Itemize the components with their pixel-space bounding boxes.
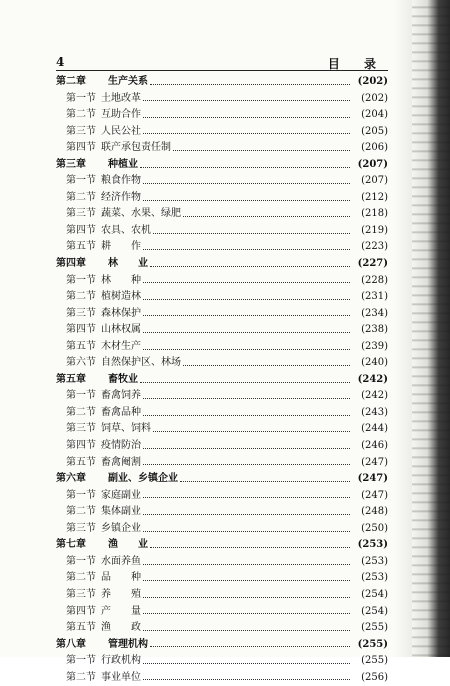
toc-entry-number: 第三节	[66, 307, 96, 319]
toc-page-number: (227)	[357, 258, 388, 270]
running-title: 目 录	[327, 57, 386, 71]
toc-page-number: (219)	[361, 224, 388, 236]
toc-entry-title: 副业、乡镇企业	[108, 473, 178, 485]
toc-entry-title: 植树造林	[101, 291, 141, 303]
toc-chapter-row	[56, 637, 388, 654]
toc-page-number: (244)	[361, 423, 388, 435]
toc-section-row	[56, 223, 388, 240]
toc-page-number: (239)	[361, 340, 388, 352]
page-number: 4	[56, 55, 65, 69]
dot-leader	[143, 487, 350, 498]
toc-page-number: (240)	[361, 357, 388, 369]
toc-section-row	[56, 554, 388, 571]
toc-section-row	[56, 339, 388, 356]
dot-leader	[143, 322, 350, 333]
dot-leader	[143, 570, 350, 581]
toc-page-number: (247)	[361, 456, 388, 468]
dot-leader	[150, 256, 350, 267]
toc-page-number: (243)	[361, 406, 388, 418]
toc-entry-label	[56, 421, 151, 438]
page-header	[56, 55, 386, 71]
dot-leader	[143, 305, 350, 316]
toc-entry-title: 农具、农机	[101, 224, 151, 236]
dot-leader	[143, 587, 350, 598]
toc-entry-label	[56, 504, 141, 521]
toc-entry-number: 第三章	[56, 158, 86, 170]
toc-entry-number: 第四节	[66, 324, 96, 336]
toc-entry-label	[56, 471, 178, 488]
toc-entry-number: 第六节	[66, 357, 96, 369]
toc-section-row	[56, 355, 388, 372]
toc-page-number: (253)	[361, 555, 388, 567]
toc-section-row	[56, 289, 388, 306]
toc-entry-number: 第一节	[66, 655, 96, 667]
toc-entry-label	[56, 223, 151, 240]
toc-entry-number: 第七章	[56, 539, 86, 551]
toc-entry-number: 第五节	[66, 622, 96, 634]
toc-page-number: (231)	[361, 291, 388, 303]
dot-leader	[143, 339, 350, 350]
toc-entry-number: 第二节	[66, 406, 96, 418]
dot-leader	[143, 173, 350, 184]
toc-entry-title: 乡镇企业	[101, 522, 141, 534]
dot-leader	[143, 388, 350, 399]
toc-entry-number: 第二章	[56, 76, 86, 87]
toc-page-number: (238)	[361, 324, 388, 336]
toc-section-row	[56, 273, 388, 290]
toc-entry-title: 行政机构	[101, 655, 141, 667]
toc-entry-title: 渔 政	[101, 622, 141, 634]
toc-entry-title: 自然保护区、林场	[101, 357, 181, 369]
toc-entry-label	[56, 620, 141, 637]
toc-section-row	[56, 504, 388, 521]
toc-entry-label	[56, 405, 141, 422]
toc-entry-label	[56, 91, 141, 108]
toc-entry-title: 联产承包责任制	[101, 142, 171, 154]
toc-entry-title: 事业单位	[101, 671, 141, 683]
toc-entry-number: 第三节	[66, 423, 96, 435]
toc-chapter-row	[56, 157, 388, 174]
dot-leader	[143, 107, 350, 118]
toc-entry-title: 畜禽品种	[101, 406, 141, 418]
header-rule	[56, 70, 388, 71]
toc-entry-label	[56, 521, 141, 538]
dot-leader	[143, 90, 350, 101]
toc-section-row	[56, 670, 388, 686]
dot-leader	[150, 537, 350, 548]
toc-entry-title: 耕 作	[101, 241, 141, 253]
dot-leader	[143, 603, 350, 614]
toc-page-number: (254)	[361, 588, 388, 600]
toc-section-row	[56, 190, 388, 207]
toc-entry-label	[56, 107, 141, 124]
toc-entry-label	[56, 388, 141, 405]
toc-page-number: (202)	[357, 76, 388, 87]
toc-entry-number: 第一节	[66, 390, 96, 402]
toc-entry-label	[56, 355, 181, 372]
toc-chapter-row	[56, 471, 388, 488]
toc-entry-title: 畜禽阉割	[101, 456, 141, 468]
dot-leader	[140, 157, 350, 168]
toc-section-row	[56, 570, 388, 587]
toc-entry-title: 蔬菜、水果、绿肥	[101, 208, 181, 220]
toc-entry-title: 家庭副业	[101, 489, 141, 501]
toc-entry-title: 木材生产	[101, 340, 141, 352]
toc-entry-title: 管理机构	[108, 638, 148, 650]
toc-entry-number: 第三节	[66, 588, 96, 600]
toc-page-number: (253)	[361, 572, 388, 584]
toc-entry-title: 产 量	[101, 605, 141, 617]
dot-leader	[150, 636, 350, 647]
toc-section-row	[56, 620, 388, 637]
toc-section-row	[56, 388, 388, 405]
toc-page-number: (207)	[361, 175, 388, 187]
toc-entry-label	[56, 173, 141, 190]
toc-entry-label	[56, 637, 148, 654]
toc-section-row	[56, 322, 388, 339]
toc-page-number: (246)	[361, 440, 388, 452]
toc-entry-title: 疫情防治	[101, 440, 141, 452]
dot-leader	[153, 223, 350, 234]
toc-page-number: (250)	[361, 522, 388, 534]
toc-entry-number: 第一节	[66, 175, 96, 187]
toc-page-number: (254)	[361, 605, 388, 617]
toc-page-number: (207)	[357, 158, 388, 170]
scan-edge	[412, 0, 450, 657]
toc-entry-label	[56, 306, 141, 323]
toc-page-number: (253)	[357, 539, 388, 551]
toc-chapter-row	[56, 256, 388, 273]
toc-section-row	[56, 91, 388, 108]
toc-entry-title: 森林保护	[101, 307, 141, 319]
toc-entry-label	[56, 604, 141, 621]
binding-shadow	[394, 0, 412, 657]
toc-entry-number: 第一节	[66, 92, 96, 104]
toc-entry-label	[56, 124, 141, 141]
toc-section-row	[56, 206, 388, 223]
toc-page-number: (234)	[361, 307, 388, 319]
toc-entry-title: 畜牧业	[108, 373, 138, 385]
toc-entry-title: 品 种	[101, 572, 141, 584]
toc-entry-number: 第四章	[56, 258, 86, 270]
toc-entry-label	[56, 339, 141, 356]
dot-leader	[173, 140, 350, 151]
toc-page-number: (205)	[361, 125, 388, 137]
dot-leader	[143, 438, 350, 449]
toc-entry-number: 第五节	[66, 456, 96, 468]
toc-entry-label	[56, 190, 141, 207]
toc-entry-label	[56, 273, 141, 290]
toc-section-row	[56, 124, 388, 141]
toc-section-row	[56, 653, 388, 670]
toc-entry-label	[56, 206, 181, 223]
dot-leader	[143, 554, 350, 565]
toc-page-number: (206)	[361, 142, 388, 154]
toc-page-number: (228)	[361, 274, 388, 286]
toc-page-number: (256)	[361, 671, 388, 683]
toc-entry-title: 经济作物	[101, 191, 141, 203]
toc-entry-label	[56, 157, 138, 174]
toc-entry-title: 林 种	[101, 274, 141, 286]
toc-entry-title: 土地改革	[101, 92, 141, 104]
toc-entry-label	[56, 537, 148, 554]
toc-entry-number: 第五章	[56, 373, 86, 385]
toc-entry-number: 第八章	[56, 638, 86, 650]
toc-page-number: (204)	[361, 109, 388, 121]
toc-chapter-row	[56, 537, 388, 554]
toc-entry-number: 第三节	[66, 125, 96, 137]
toc-entry-number: 第四节	[66, 224, 96, 236]
toc-entry-number: 第一节	[66, 274, 96, 286]
toc-page-number: (223)	[361, 241, 388, 253]
toc-entry-title: 养 殖	[101, 588, 141, 600]
toc-page-number: (242)	[357, 373, 388, 385]
toc-section-row	[56, 140, 388, 157]
toc-entry-title: 互助合作	[101, 109, 141, 121]
toc-section-row	[56, 455, 388, 472]
toc-section-row	[56, 421, 388, 438]
toc-entry-title: 粮食作物	[101, 175, 141, 187]
dot-leader	[143, 454, 350, 465]
toc-entry-label	[56, 670, 141, 686]
toc-entry-label	[56, 554, 141, 571]
toc-entry-label	[56, 239, 141, 256]
toc-section-row	[56, 521, 388, 538]
dot-leader	[143, 521, 350, 532]
toc-entry-title: 林 业	[108, 258, 148, 270]
toc-chapter-row	[56, 74, 388, 91]
toc-entry-label	[56, 438, 141, 455]
toc-entry-title: 人民公社	[101, 125, 141, 137]
toc-entry-title: 水面养鱼	[101, 555, 141, 567]
toc-page-number: (247)	[357, 473, 388, 485]
dot-leader	[143, 620, 350, 631]
toc-entry-title: 生产关系	[108, 76, 148, 87]
toc-entry-title: 饲草、饲料	[101, 423, 151, 435]
toc-entry-number: 第五节	[66, 340, 96, 352]
dot-leader	[143, 239, 350, 250]
toc-page-number: (202)	[361, 92, 388, 104]
toc-entry-number: 第四节	[66, 605, 96, 617]
toc-entry-title: 山林权属	[101, 324, 141, 336]
toc-entry-title: 畜禽饲养	[101, 390, 141, 402]
dot-leader	[143, 669, 350, 680]
toc-entry-number: 第四节	[66, 142, 96, 154]
dot-leader	[140, 372, 350, 383]
toc-entry-number: 第四节	[66, 440, 96, 452]
toc-entry-label	[56, 74, 148, 91]
toc-entry-label	[56, 322, 141, 339]
toc-page-number: (255)	[361, 622, 388, 634]
toc-page-number: (248)	[361, 506, 388, 518]
toc-entry-number: 第五节	[66, 241, 96, 253]
toc-entry-number: 第二节	[66, 109, 96, 121]
toc-section-row	[56, 107, 388, 124]
toc-entry-title: 集体副业	[101, 506, 141, 518]
toc-section-row	[56, 306, 388, 323]
toc-entry-label	[56, 455, 141, 472]
dot-leader	[143, 504, 350, 515]
dot-leader	[180, 471, 350, 482]
dot-leader	[143, 289, 350, 300]
dot-leader	[183, 355, 350, 366]
toc-entry-label	[56, 372, 138, 389]
toc-entry-number: 第二节	[66, 191, 96, 203]
toc-entry-number: 第二节	[66, 291, 96, 303]
toc-entry-number: 第三节	[66, 208, 96, 220]
toc-page-number: (212)	[361, 191, 388, 203]
toc-entry-label	[56, 570, 141, 587]
toc-entry-title: 种植业	[108, 158, 138, 170]
toc-entry-number: 第二节	[66, 572, 96, 584]
dot-leader	[143, 272, 350, 283]
dot-leader	[183, 206, 350, 217]
dot-leader	[143, 123, 350, 134]
toc-entry-number: 第一节	[66, 489, 96, 501]
toc-entry-label	[56, 653, 141, 670]
dot-leader	[150, 74, 350, 85]
toc-section-row	[56, 438, 388, 455]
toc-entry-label	[56, 289, 141, 306]
toc-page-number: (218)	[361, 208, 388, 220]
toc-entry-number: 第六章	[56, 473, 86, 485]
toc-entry-number: 第二节	[66, 671, 96, 683]
dot-leader	[143, 653, 350, 664]
dot-leader	[153, 421, 350, 432]
toc-entry-label	[56, 140, 171, 157]
toc-entry-title: 渔 业	[108, 539, 148, 551]
toc-page-number: (255)	[361, 655, 388, 667]
toc-entry-label	[56, 587, 141, 604]
toc-page-number: (255)	[357, 638, 388, 650]
toc-chapter-row	[56, 372, 388, 389]
toc-section-row	[56, 405, 388, 422]
toc-section-row	[56, 239, 388, 256]
toc-entry-label	[56, 488, 141, 505]
dot-leader	[143, 190, 350, 201]
toc-section-row	[56, 604, 388, 621]
toc-page-number: (242)	[361, 390, 388, 402]
table-of-contents	[56, 74, 388, 686]
toc-section-row	[56, 587, 388, 604]
toc-entry-number: 第二节	[66, 506, 96, 518]
toc-entry-number: 第一节	[66, 555, 96, 567]
toc-entry-number: 第三节	[66, 522, 96, 534]
toc-page-number: (247)	[361, 489, 388, 501]
toc-section-row	[56, 488, 388, 505]
toc-entry-label	[56, 256, 148, 273]
toc-section-row	[56, 173, 388, 190]
dot-leader	[143, 405, 350, 416]
